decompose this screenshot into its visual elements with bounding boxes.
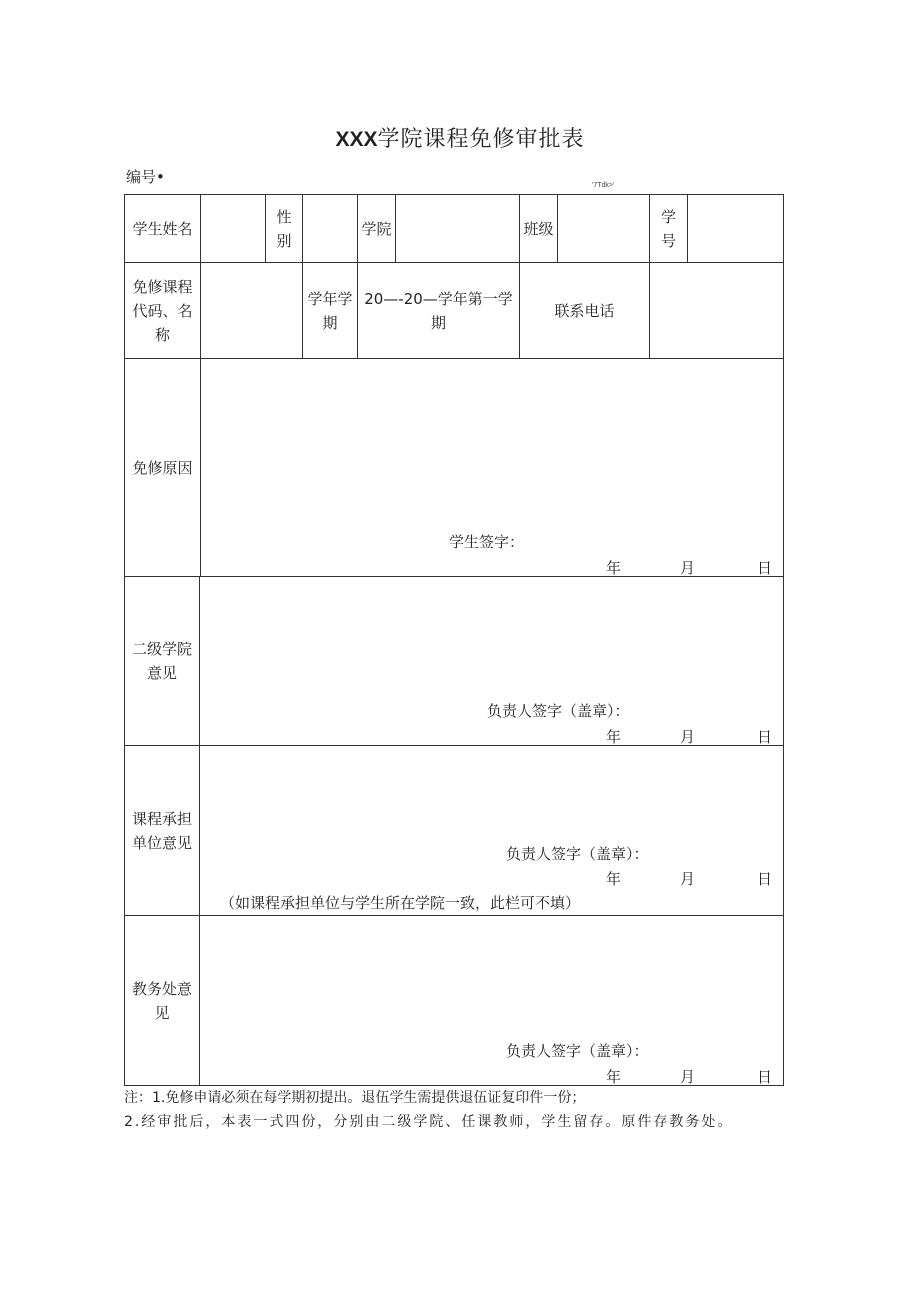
label-academic-affairs-opinion: 教务处意见 bbox=[125, 916, 200, 1085]
reason-year-label: 年 bbox=[606, 559, 622, 577]
label-college: 学院 bbox=[358, 195, 396, 263]
course-unit-day-label: 日 bbox=[757, 870, 773, 888]
section-academic-affairs-opinion bbox=[125, 916, 784, 1086]
course-unit-year-label: 年 bbox=[606, 870, 622, 888]
label-college-opinion: 二级学院意见 bbox=[125, 577, 200, 745]
title-prefix: XXX bbox=[335, 128, 378, 151]
section-college-opinion bbox=[125, 577, 784, 746]
row-student-info bbox=[125, 195, 784, 263]
row-academic-affairs-opinion bbox=[125, 916, 784, 1086]
field-college[interactable] bbox=[396, 195, 520, 263]
academic-affairs-signature-label: 负责人签字（盖章）： bbox=[506, 1042, 649, 1060]
field-student-id[interactable] bbox=[688, 195, 784, 263]
reason-day-label: 日 bbox=[757, 559, 773, 577]
academic-affairs-month-label: 月 bbox=[680, 1068, 696, 1086]
label-academic-term: 学年学期 bbox=[303, 263, 358, 359]
college-signature-label: 负责人签字（盖章）： bbox=[487, 702, 630, 720]
row-college-opinion bbox=[125, 577, 784, 746]
note-line-2: 2.经审批后，本表一式四份，分别由二级学院、任课教师，学生留存。原件存教务处。 bbox=[124, 1114, 734, 1130]
academic-affairs-day-label: 日 bbox=[757, 1068, 773, 1086]
course-unit-note: （如课程承担单位与学生所在学院一致，此栏可不填） bbox=[220, 894, 581, 912]
student-signature-label: 学生签字： bbox=[449, 533, 525, 551]
label-student-name: 学生姓名 bbox=[125, 195, 201, 263]
course-unit-signature-label: 负责人签字（盖章）： bbox=[506, 845, 649, 863]
label-student-id: 学号 bbox=[650, 195, 688, 263]
label-gender: 性别 bbox=[266, 195, 303, 263]
field-contact-phone[interactable] bbox=[650, 263, 784, 359]
college-day-label: 日 bbox=[757, 728, 773, 746]
academic-affairs-year-label: 年 bbox=[606, 1068, 622, 1086]
label-exempt-course: 免修课程代码、名称 bbox=[125, 263, 201, 359]
field-student-name[interactable] bbox=[201, 195, 266, 263]
college-year-label: 年 bbox=[606, 728, 622, 746]
serial-number-label: 编号• bbox=[126, 168, 165, 186]
college-month-label: 月 bbox=[680, 728, 696, 746]
reason-month-label: 月 bbox=[680, 559, 696, 577]
note-line-1: 注：1.免修申请必须在每学期初提出。退伍学生需提供退伍证复印件一份； bbox=[124, 1090, 586, 1106]
label-contact-phone: 联系电话 bbox=[520, 263, 650, 359]
field-gender[interactable] bbox=[303, 195, 358, 263]
row-course-info bbox=[125, 263, 784, 359]
field-exempt-course[interactable] bbox=[201, 263, 303, 359]
page-title bbox=[0, 122, 920, 153]
section-course-unit-opinion bbox=[125, 746, 784, 916]
label-class: 班级 bbox=[520, 195, 558, 263]
value-academic-term: 20—-20—学年第一学期 bbox=[358, 263, 520, 359]
title-main: 学院课程免修审批表 bbox=[377, 127, 585, 152]
course-unit-month-label: 月 bbox=[680, 870, 696, 888]
label-course-unit-opinion: 课程承担单位意见 bbox=[125, 746, 200, 915]
approval-form-table bbox=[124, 194, 784, 1086]
field-class[interactable] bbox=[558, 195, 650, 263]
row-course-unit-opinion bbox=[125, 746, 784, 916]
label-exempt-reason: 免修原因 bbox=[125, 359, 201, 576]
small-mark: '7Tdk>' bbox=[592, 182, 615, 189]
